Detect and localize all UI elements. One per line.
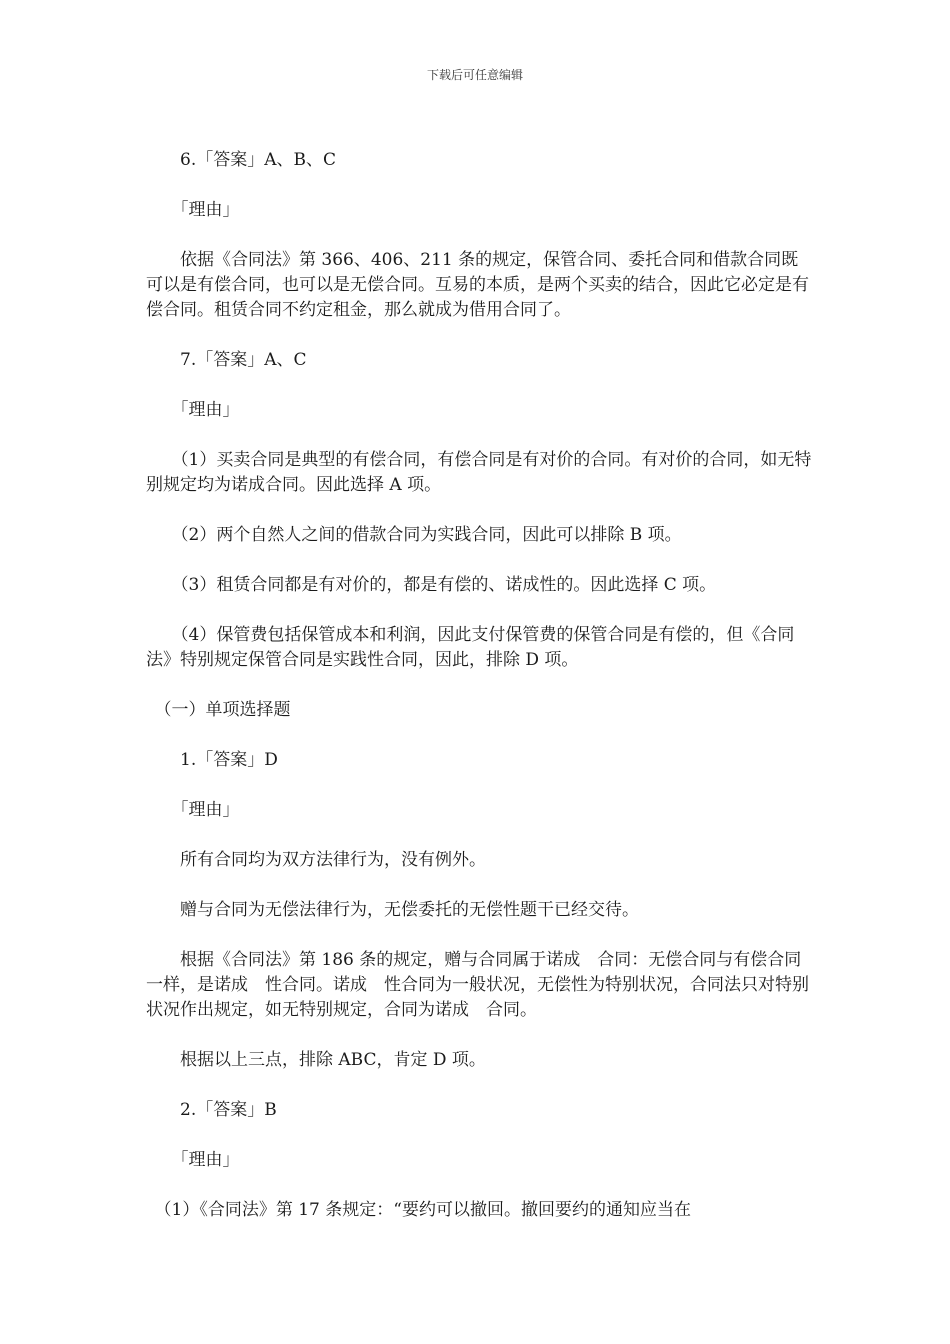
answer-1-heading: 1.「答案」D bbox=[146, 750, 278, 770]
reason-label: 「理由」 bbox=[146, 1150, 240, 1170]
answer-7-heading: 7.「答案」A、C bbox=[146, 350, 307, 370]
reason-label: 「理由」 bbox=[146, 200, 240, 220]
section-heading: （一）单项选择题 bbox=[146, 700, 291, 720]
answer-7-point-1: （1）买卖合同是典型的有偿合同，有偿合同是有对价的合同。有对价的合同，如无特别规定均为诺成合同。因此选择 A 项。 bbox=[146, 450, 812, 495]
answer-1-point-3: 根据《合同法》第 186 条的规定，赠与合同属于诺成 合同：无偿合同与有偿合同一样，是诺成 性合同。诺成 性合同为一般状况，无偿性为特别状况，合同法只对特别状况作出规定，如无特别规定，合同为诺成 合同。 bbox=[146, 950, 809, 1020]
answer-1-conclusion: 根据以上三点，排除 ABC，肯定 D 项。 bbox=[146, 1050, 486, 1070]
reason-label: 「理由」 bbox=[146, 800, 240, 820]
answer-2-heading: 2.「答案」B bbox=[146, 1100, 277, 1120]
page-header: 下载后可任意编辑 bbox=[426, 68, 523, 82]
answer-6-explanation: 依据《合同法》第 366、406、211 条的规定，保管合同、委托合同和借款合同既可以是有偿合同，也可以是无偿合同。互易的本质，是两个买卖的结合，因此它必定是有偿合同。租赁合同不约定租金，那么就成为借用合同了。 bbox=[146, 250, 809, 320]
answer-2-point-1: （1）《合同法》第 17 条规定：“要约可以撤回。撤回要约的通知应当在 bbox=[146, 1200, 691, 1220]
reason-label: 「理由」 bbox=[146, 400, 240, 420]
document-body bbox=[146, 148, 814, 1223]
answer-7-point-4: （4）保管费包括保管成本和利润，因此支付保管费的保管合同是有偿的，但《合同法》特别规定保管合同是实践性合同，因此，排除 D 项。 bbox=[146, 625, 795, 670]
answer-6-heading: 6.「答案」A、B、C bbox=[146, 150, 336, 170]
answer-1-point-1: 所有合同均为双方法律行为，没有例外。 bbox=[146, 850, 486, 870]
answer-7-point-2: （2）两个自然人之间的借款合同为实践合同，因此可以排除 B 项。 bbox=[146, 525, 682, 545]
answer-1-point-2: 赠与合同为无偿法律行为，无偿委托的无偿性题干已经交待。 bbox=[146, 900, 639, 920]
answer-7-point-3: （3）租赁合同都是有对价的，都是有偿的、诺成性的。因此选择 C 项。 bbox=[146, 575, 717, 595]
